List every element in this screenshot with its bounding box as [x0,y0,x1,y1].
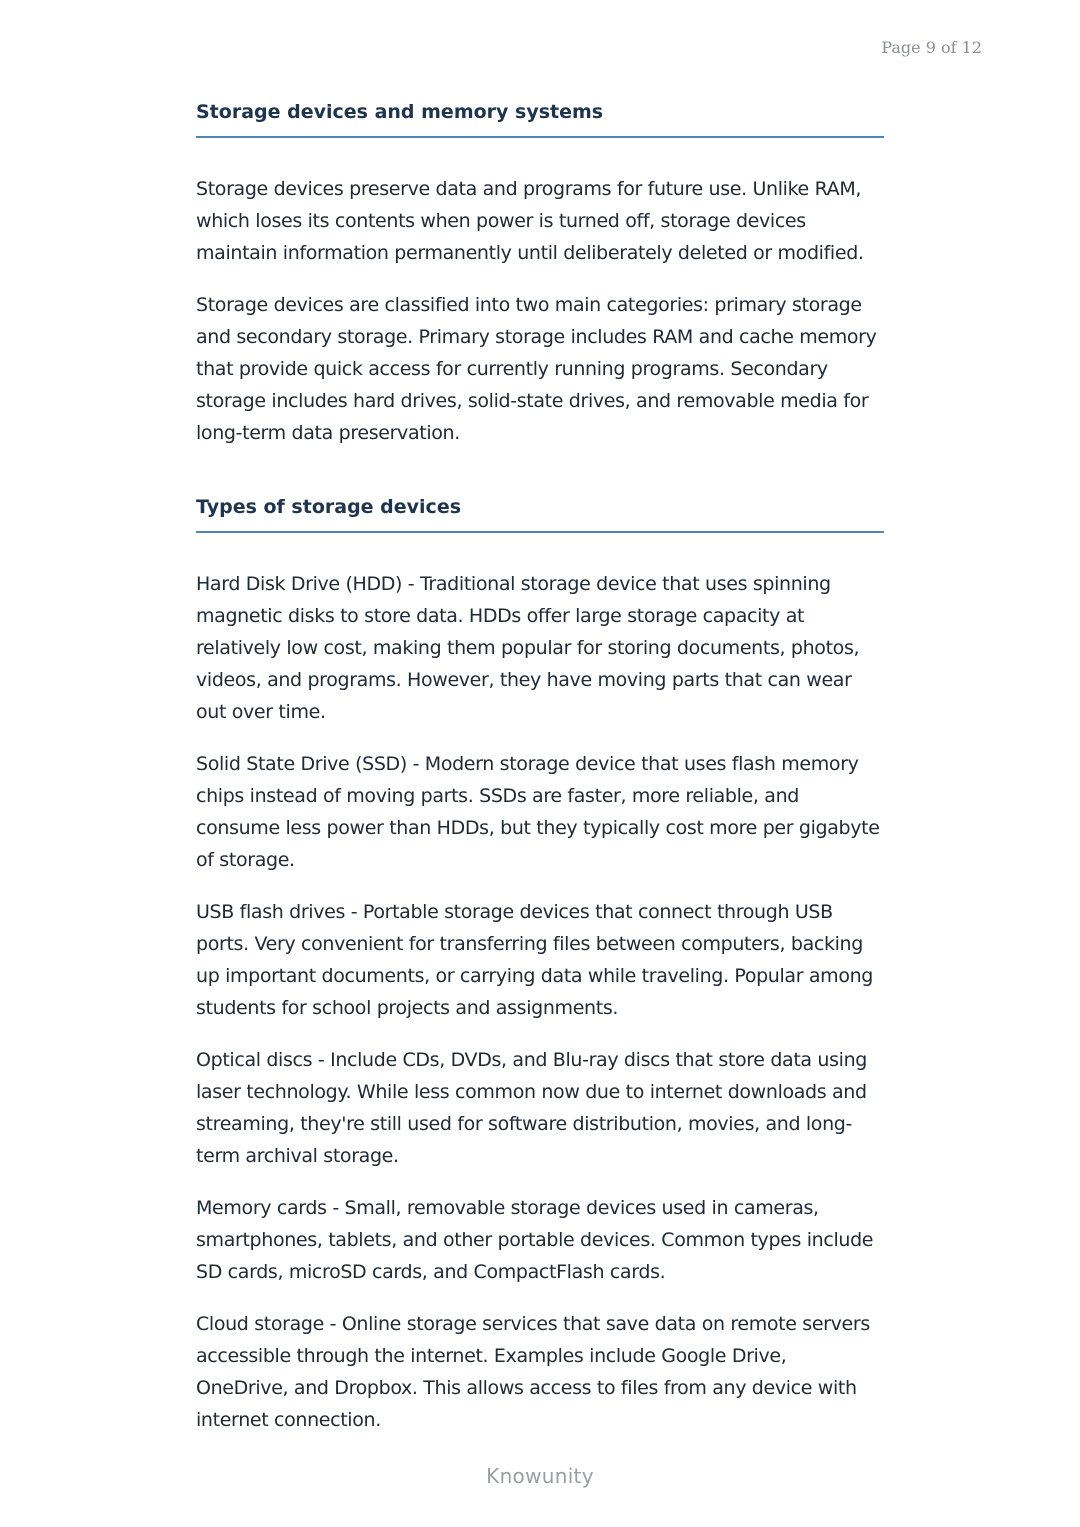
paragraph-optical: Optical discs - Include CDs, DVDs, and Blu-ray discs that store data using laser technology. While less common now due to internet downloads and streaming, they're still used for software distribution, movies, and long-term archival storage. [196,1049,867,1167]
paragraph-storage-categories: Storage devices are classified into two main categories: primary storage and secondary storage. Primary storage includes RAM and cache memory that provide quick access for currently running programs. Secondary storage includes hard drives, solid-state drives, and removable media for long-term data preservation. [196,294,877,444]
paragraph-usb: USB flash drives - Portable storage devices that connect through USB ports. Very convenient for transferring files between computers, backing up important documents, or carrying data while traveling. Popular among students for school projects and assignments. [196,901,874,1019]
paragraph-ssd: Solid State Drive (SSD) - Modern storage device that uses flash memory chips instead of moving parts. SSDs are faster, more reliable, and consume less power than HDDs, but they typically cost more per gigabyte of storage. [196,753,880,871]
paragraph-memory-cards: Memory cards - Small, removable storage devices used in cameras, smartphones, tablets, and other portable devices. Common types include SD cards, microSD cards, and CompactFlash cards. [196,1197,874,1283]
paragraph-hdd: Hard Disk Drive (HDD) - Traditional storage device that uses spinning magnetic disks to store data. HDDs offer large storage capacity at relatively low cost, making them popular for storing documents, photos, videos, and programs. However, they have moving parts that can wear out over time. [196,573,860,723]
section-heading-storage-devices: Storage devices and memory systems [196,98,884,138]
document-content [196,98,884,1456]
footer-brand: Knowunity [486,1464,594,1488]
paragraph-cloud: Cloud storage - Online storage services that save data on remote servers accessible through the internet. Examples include Google Drive, OneDrive, and Dropbox. This allows access to files from any device with internet connection. [196,1313,870,1431]
paragraph-storage-intro: Storage devices preserve data and programs for future use. Unlike RAM, which loses its contents when power is turned off, storage devices maintain information permanently until deliberately deleted or modified. [196,178,864,264]
page-number: Page 9 of 12 [881,38,982,57]
section-heading-types: Types of storage devices [196,493,884,533]
